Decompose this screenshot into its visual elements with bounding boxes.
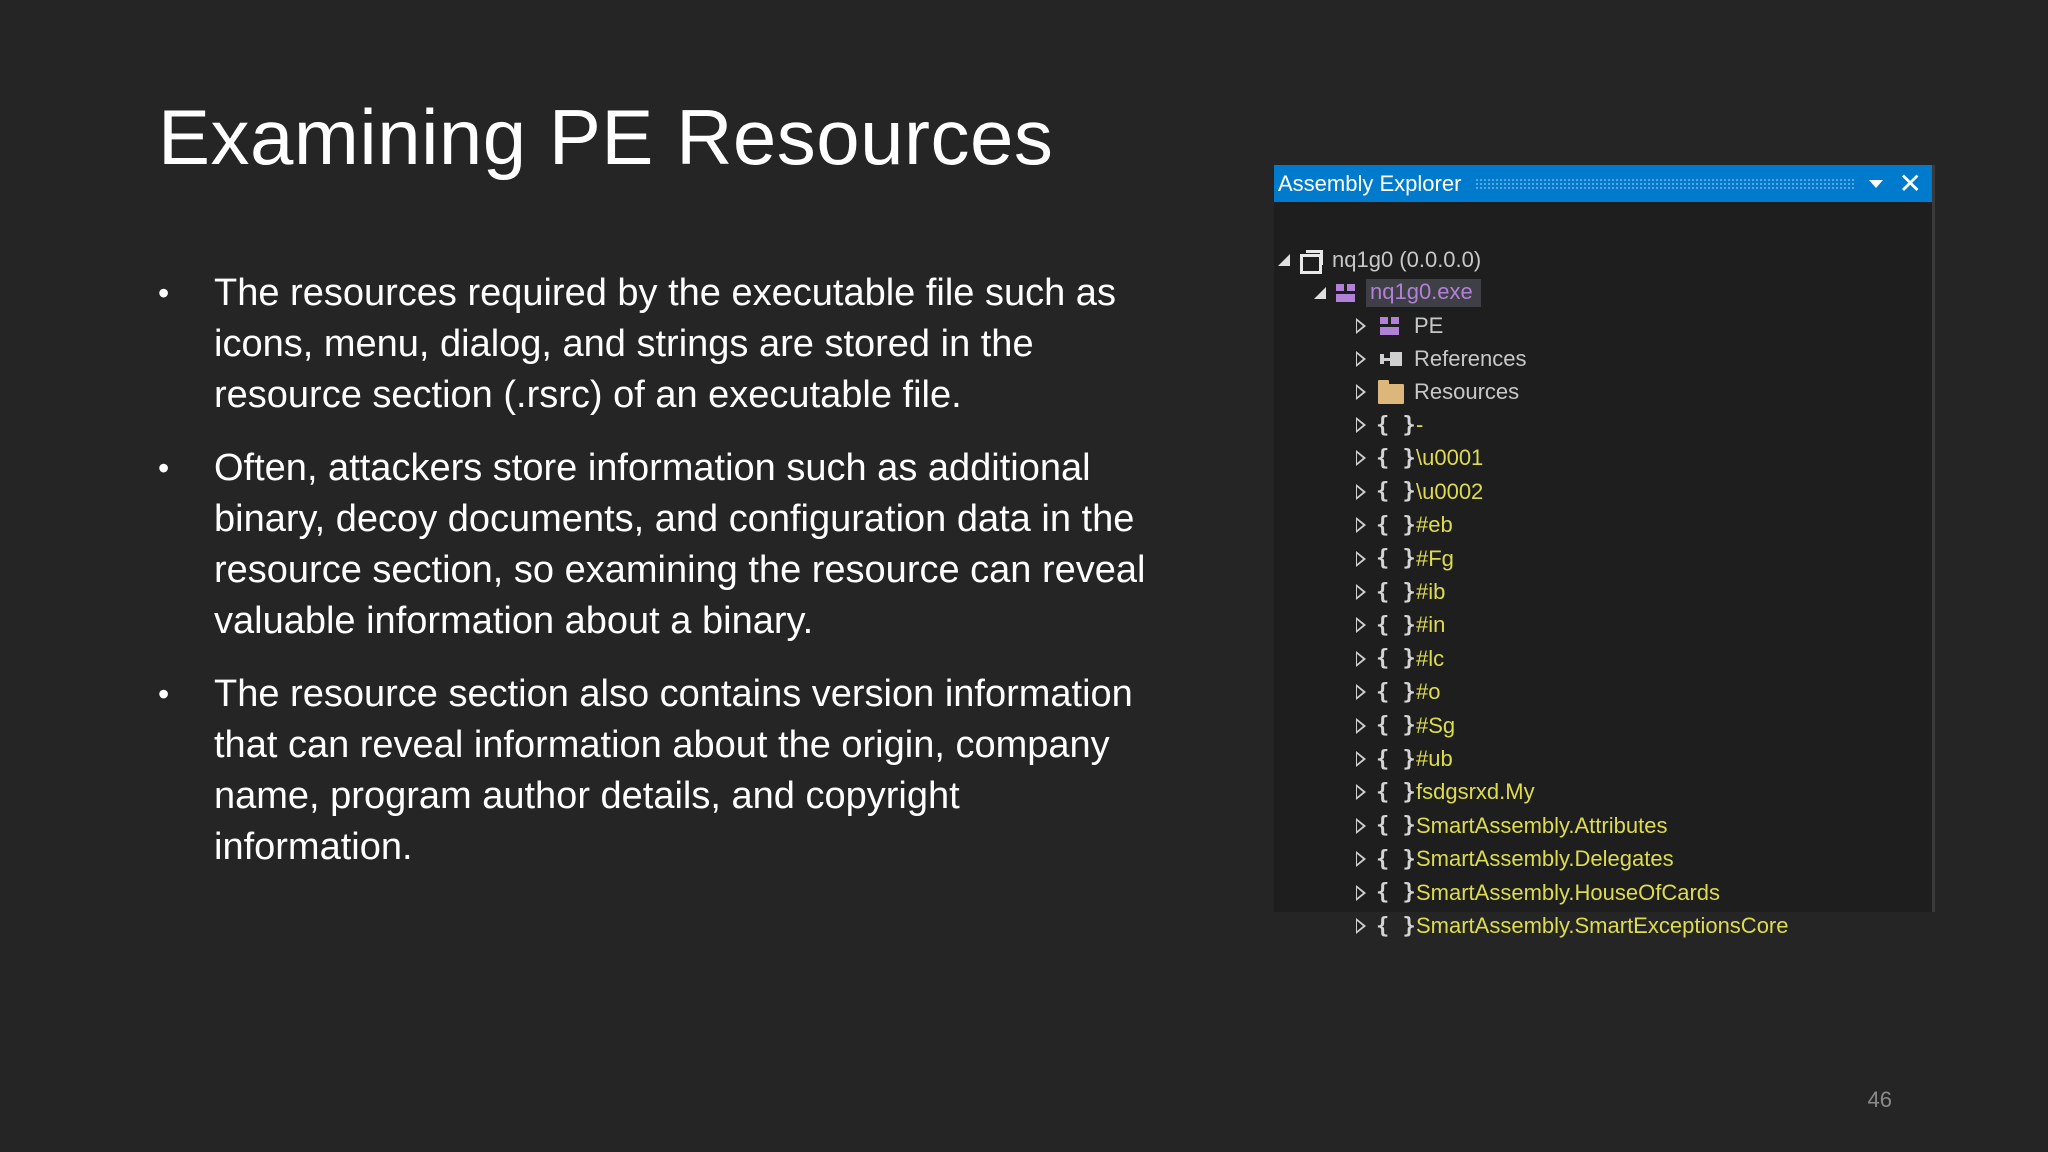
bullet-item (152, 443, 1152, 647)
tree-node-label: nq1g0.exe (1366, 279, 1481, 307)
tree-node-label: PE (1414, 313, 1444, 338)
tree-node-label: #Sg (1416, 712, 1456, 738)
collapsed-arrow-icon[interactable] (1356, 851, 1366, 867)
tree-node-pe[interactable] (1356, 310, 1443, 342)
tree-node-namespace[interactable] (1356, 877, 1720, 909)
tree-node-namespace[interactable] (1356, 409, 1423, 441)
collapsed-arrow-icon[interactable] (1356, 751, 1366, 767)
tree-node-label: SmartAssembly.HouseOfCards (1416, 879, 1721, 905)
tree-node-namespace[interactable] (1356, 810, 1667, 842)
collapsed-arrow-icon[interactable] (1356, 651, 1366, 667)
tree-node-label: #eb (1416, 512, 1453, 538)
folder-icon (1378, 384, 1404, 404)
tree-node-label: #o (1416, 679, 1441, 705)
chevron-down-icon[interactable] (1869, 180, 1883, 188)
tree-node-assembly[interactable] (1278, 244, 1481, 276)
collapsed-arrow-icon[interactable] (1356, 818, 1366, 834)
tree-node-namespace[interactable] (1356, 576, 1445, 608)
collapsed-arrow-icon[interactable] (1356, 351, 1366, 367)
collapsed-arrow-icon[interactable] (1356, 318, 1366, 334)
collapsed-arrow-icon[interactable] (1356, 384, 1366, 400)
bullet-item (152, 669, 1152, 873)
bullet-dot: • (158, 676, 170, 712)
collapsed-arrow-icon[interactable] (1356, 784, 1366, 800)
collapsed-arrow-icon[interactable] (1356, 551, 1366, 567)
collapsed-arrow-icon[interactable] (1356, 684, 1366, 700)
tree-node-module[interactable] (1314, 277, 1481, 309)
bullet-text: Often, attackers store information such as additional binary, decoy documents, and configuration data in the resource section, so examining the resource can reveal valuable information about a binary. (214, 447, 1146, 642)
namespace-icon: { } (1376, 913, 1416, 939)
tree-node-namespace[interactable] (1356, 843, 1674, 875)
tree-node-namespace[interactable] (1356, 743, 1453, 775)
namespace-icon: { } (1376, 579, 1416, 605)
tree-node-label: #lc (1416, 645, 1445, 671)
collapsed-arrow-icon[interactable] (1356, 517, 1366, 533)
tree-node-label: nq1g0 (0.0.0.0) (1332, 247, 1482, 272)
namespace-icon: { } (1376, 445, 1416, 471)
namespace-icon: { } (1376, 846, 1416, 872)
namespace-icon: { } (1376, 546, 1416, 572)
namespace-icon: { } (1376, 646, 1416, 672)
tree-node-namespace[interactable] (1356, 676, 1440, 708)
tree-node-label: Resources (1414, 379, 1520, 404)
tree-node-namespace[interactable] (1356, 609, 1445, 641)
namespace-icon: { } (1376, 479, 1416, 505)
namespace-icon: { } (1376, 746, 1416, 772)
collapsed-arrow-icon[interactable] (1356, 484, 1366, 500)
namespace-icon: { } (1376, 779, 1416, 805)
tree-node-references[interactable] (1356, 343, 1527, 375)
panel-title: Assembly Explorer (1278, 170, 1462, 196)
collapsed-arrow-icon[interactable] (1356, 918, 1366, 934)
bullet-text: The resources required by the executable file such as icons, menu, dialog, and strings are stored in the resource section (.rsrc) of an executable file. (214, 272, 1116, 416)
namespace-icon: { } (1376, 412, 1416, 438)
tree-node-namespace[interactable] (1356, 776, 1535, 808)
tree-node-namespace[interactable] (1356, 476, 1483, 508)
references-icon (1380, 352, 1402, 366)
bullet-item (152, 268, 1152, 421)
namespace-icon: { } (1376, 512, 1416, 538)
bullet-list (152, 268, 1152, 895)
tree-node-label: #ub (1416, 746, 1453, 771)
tree-node-label: SmartAssembly.Delegates (1416, 846, 1674, 872)
tree-node-label: #in (1416, 612, 1446, 638)
assembly-explorer-panel (1274, 165, 1935, 939)
tree-node-namespace[interactable] (1356, 509, 1453, 541)
collapsed-arrow-icon[interactable] (1356, 450, 1366, 466)
tree-node-label: \u0001 (1416, 445, 1484, 471)
slide-title: Examining PE Resources (158, 93, 1054, 181)
close-icon[interactable]: ✕ (1898, 166, 1922, 200)
collapsed-arrow-icon[interactable] (1356, 617, 1366, 633)
bullet-text: The resource section also contains version information that can reveal information about the origin, company name, program author details, and copyright information. (214, 673, 1133, 868)
collapsed-arrow-icon[interactable] (1356, 718, 1366, 734)
tree-node-namespace[interactable] (1356, 442, 1483, 474)
tree-node-namespace[interactable] (1356, 543, 1454, 575)
tree-node-label: \u0002 (1416, 478, 1484, 504)
namespace-icon: { } (1376, 612, 1416, 638)
namespace-icon: { } (1376, 713, 1416, 739)
tree-node-label: #ib (1416, 579, 1446, 604)
tree-node-label: fsdgsrxd.My (1416, 779, 1535, 805)
collapsed-arrow-icon[interactable] (1356, 584, 1366, 600)
tree-node-namespace[interactable] (1356, 643, 1444, 675)
assembly-icon (1300, 250, 1322, 270)
pe-icon (1380, 317, 1400, 335)
bullet-dot: • (158, 275, 170, 311)
collapsed-arrow-icon[interactable] (1356, 417, 1366, 433)
bullet-dot: • (158, 450, 170, 486)
expanded-arrow-icon[interactable] (1314, 287, 1326, 299)
namespace-icon: { } (1376, 880, 1416, 906)
module-icon (1336, 284, 1356, 302)
tree-node-label: SmartAssembly.SmartExceptionsCore (1416, 913, 1789, 938)
tree-node-label: #Fg (1416, 545, 1454, 571)
panel-grip[interactable] (1475, 178, 1854, 190)
tree-node-resources[interactable] (1356, 376, 1519, 408)
tree-node-namespace[interactable] (1356, 710, 1455, 742)
expanded-arrow-icon[interactable] (1278, 254, 1290, 266)
panel-header (1274, 165, 1932, 202)
namespace-icon: { } (1376, 813, 1416, 839)
tree-node-label: References (1414, 346, 1527, 371)
tree-node-namespace[interactable] (1356, 910, 1789, 942)
tree-node-label: - (1416, 412, 1424, 437)
page-number: 46 (1867, 1087, 1892, 1112)
tree-node-label: SmartAssembly.Attributes (1416, 812, 1668, 838)
collapsed-arrow-icon[interactable] (1356, 885, 1366, 901)
namespace-icon: { } (1376, 679, 1416, 705)
